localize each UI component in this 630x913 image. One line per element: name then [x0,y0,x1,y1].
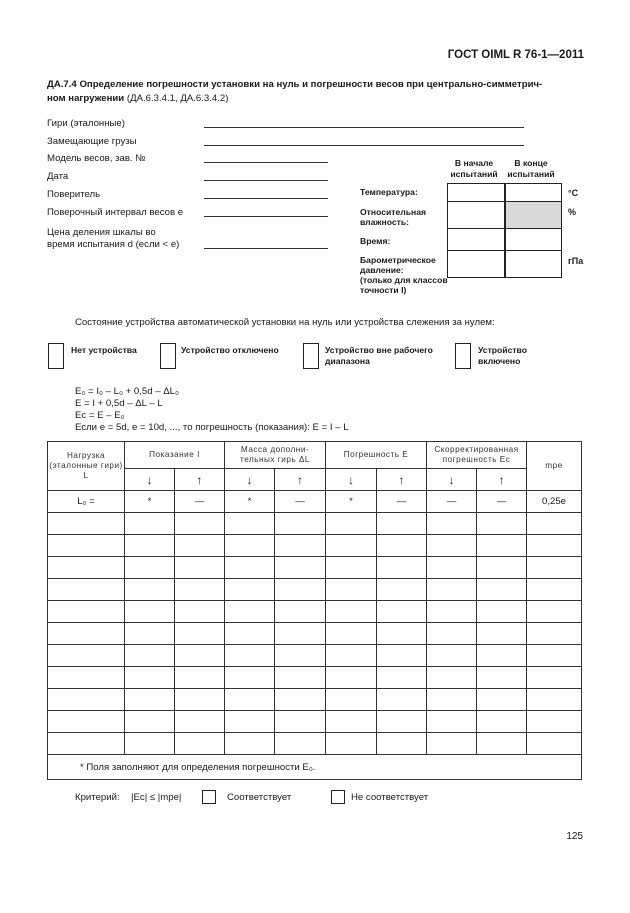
table-cell[interactable] [175,645,225,667]
arrow-down-icon: ↓ [427,469,477,491]
table-cell[interactable] [477,623,527,645]
arrow-up-icon: ↑ [477,469,527,491]
table-cell[interactable] [527,535,582,557]
table-row [48,535,582,557]
table-cell[interactable] [527,579,582,601]
table-cell[interactable] [275,623,326,645]
table-cell[interactable] [377,711,427,733]
table-cell[interactable] [275,601,326,623]
table-cell[interactable] [326,711,377,733]
table-row [48,733,582,755]
table-cell[interactable] [527,733,582,755]
table-cell[interactable] [275,733,326,755]
table-cell[interactable] [225,513,275,535]
table-cell[interactable] [427,535,477,557]
env-label-temperature: Температура: [360,187,418,197]
table-cell[interactable] [175,557,225,579]
table-cell[interactable] [326,579,377,601]
out-of-range-label-2: диапазона [325,356,370,366]
table-row [48,579,582,601]
load-zero-cell: L₀ = [48,491,125,513]
substitute-input-line[interactable] [204,145,524,146]
table-cell[interactable] [225,733,275,755]
table-cell[interactable] [527,557,582,579]
table-row [48,645,582,667]
table-cell[interactable] [48,557,125,579]
table-cell[interactable] [427,513,477,535]
table-cell[interactable] [275,535,326,557]
table-cell[interactable] [225,601,275,623]
table-cell[interactable] [48,667,125,689]
table-cell[interactable] [175,535,225,557]
table-cell[interactable] [125,689,175,711]
table-cell[interactable] [275,711,326,733]
table-cell[interactable] [48,579,125,601]
env-col-end: В конце испытаний [507,158,555,179]
table-footnote: * Поля заполняют для определения погрешности E₀. [48,755,582,780]
not-complies-checkbox[interactable] [331,790,345,804]
formula-condition: Если e = 5d, e = 10d, ..., то погрешность (показания): E = I – L [75,422,349,433]
env-label-time: Время: [360,236,391,246]
device-on-checkbox[interactable] [455,343,471,369]
table-cell[interactable] [225,689,275,711]
col-corrected-header: Скорректированная погрешность Ec [427,442,527,469]
table-cell[interactable] [48,711,125,733]
section-title-line2: ном нагружении [47,93,125,104]
table-cell[interactable] [326,667,377,689]
table-cell[interactable] [477,513,527,535]
model-input-line[interactable] [204,162,328,163]
col-load-header: Нагрузка (эталонные гири) L [48,442,125,491]
table-row [48,557,582,579]
date-input-line[interactable] [204,180,328,181]
table-cell[interactable] [326,645,377,667]
mass-down-zero: * [225,491,275,513]
table-cell[interactable] [477,667,527,689]
complies-checkbox[interactable] [202,790,216,804]
weights-input-line[interactable] [204,127,524,128]
device-on-label-1: Устройство [478,345,527,355]
criterion-expr: |Ec| ≤ |mpe| [131,792,182,803]
no-device-label: Нет устройства [71,345,137,355]
section-refs: (ДА.6.3.4.1, ДА.6.3.4.2) [126,93,229,104]
table-cell[interactable] [225,645,275,667]
no-device-checkbox[interactable] [48,343,64,369]
col-mpe-header: mpe [527,442,582,491]
verifier-input-line[interactable] [204,198,328,199]
table-cell[interactable] [377,733,427,755]
table-cell[interactable] [125,557,175,579]
table-cell[interactable] [125,579,175,601]
field-label-date: Дата [47,171,69,182]
err-down-zero: * [326,491,377,513]
table-cell[interactable] [125,711,175,733]
device-off-checkbox[interactable] [160,343,176,369]
time-start-cell[interactable] [447,228,505,251]
table-cell[interactable] [125,645,175,667]
table-cell[interactable] [427,623,477,645]
table-cell[interactable] [377,623,427,645]
section-number: ДА.7.4 [47,79,77,90]
time-end-cell[interactable] [505,228,562,251]
section-title [47,78,587,106]
table-cell[interactable] [326,601,377,623]
table-cell[interactable] [427,689,477,711]
field-label-division-1: Цена деления шкалы во [47,227,156,238]
table-cell[interactable] [477,689,527,711]
table-cell[interactable] [527,711,582,733]
device-off-label: Устройство отключено [181,345,279,355]
env-col-start: В начале испытаний [450,158,498,179]
table-cell[interactable] [477,733,527,755]
col-mass-header: Масса дополни-тельных гирь ΔL [225,442,326,469]
table-cell[interactable] [48,623,125,645]
arrow-down-icon: ↓ [125,469,175,491]
cor-down-zero: — [427,491,477,513]
table-cell[interactable] [477,645,527,667]
table-cell[interactable] [326,689,377,711]
zero-state-title: Состояние устройства автоматической установки на нуль или устройства слежения за нулем: [75,317,495,328]
humidity-end-cell [505,201,562,229]
cor-up-zero: — [477,491,527,513]
table-cell[interactable] [48,535,125,557]
arrow-down-icon: ↓ [225,469,275,491]
ind-down-zero: * [125,491,175,513]
table-cell[interactable] [48,601,125,623]
device-on-label-2: включено [478,356,521,366]
field-label-division-2: время испытания d (если < e) [47,239,180,250]
table-cell[interactable] [175,513,225,535]
table-cell[interactable] [48,645,125,667]
table-cell[interactable] [427,667,477,689]
table-cell[interactable] [175,623,225,645]
table-cell[interactable] [326,535,377,557]
table-cell[interactable] [175,601,225,623]
table-cell[interactable] [427,711,477,733]
complies-label: Соответствует [227,792,292,803]
table-cell[interactable] [527,601,582,623]
table-row [48,689,582,711]
field-label-model: Модель весов, зав. № [47,153,146,164]
table-cell[interactable] [326,623,377,645]
table-cell[interactable] [377,645,427,667]
table-cell[interactable] [527,689,582,711]
err-up-zero: — [377,491,427,513]
pressure-end-cell[interactable] [505,250,562,278]
table-cell[interactable] [527,645,582,667]
field-label-substitute: Замещающие грузы [47,136,137,147]
table-cell[interactable] [427,557,477,579]
table-cell[interactable] [477,711,527,733]
out-of-range-checkbox[interactable] [303,343,319,369]
table-cell[interactable] [275,689,326,711]
field-label-weights: Гири (эталонные) [47,118,125,129]
table-cell[interactable] [377,557,427,579]
table-cell[interactable] [377,601,427,623]
table-cell[interactable] [175,667,225,689]
table-cell[interactable] [125,623,175,645]
table-cell[interactable] [225,667,275,689]
standard-header: ГОСТ OIML R 76-1—2011 [447,49,584,61]
table-cell[interactable] [225,557,275,579]
out-of-range-label-1: Устройство вне рабочего [325,345,433,355]
table-cell[interactable] [225,535,275,557]
table-cell[interactable] [326,557,377,579]
table-cell[interactable] [225,711,275,733]
table-cell[interactable] [326,513,377,535]
table-row [48,711,582,733]
table-cell[interactable] [225,579,275,601]
humidity-start-cell[interactable] [447,201,505,229]
table-cell[interactable] [527,623,582,645]
field-label-interval: Поверочный интервал весов e [47,207,184,218]
table-cell[interactable] [175,689,225,711]
temp-end-cell[interactable] [505,183,562,202]
formula-e0: E₀ = I₀ – L₀ + 0,5d – ΔL₀ [75,386,179,397]
table-row [48,513,582,535]
table-cell[interactable] [275,579,326,601]
table-cell[interactable] [477,535,527,557]
table-cell[interactable] [477,601,527,623]
interval-input-line[interactable] [204,216,328,217]
table-row-zero [48,491,582,513]
page-number: 125 [566,831,583,842]
env-pressure-note: (только для классов точности I) [360,275,448,295]
table-cell[interactable] [48,733,125,755]
table-cell[interactable] [377,513,427,535]
section-title-line1: Определение погрешности установки на нуль и погрешности весов при центрально-симметрич- [79,79,543,90]
table-cell[interactable] [527,667,582,689]
table-cell[interactable] [175,733,225,755]
env-label-pressure: Барометрическое давление: [360,255,436,275]
arrow-up-icon: ↑ [275,469,326,491]
table-cell[interactable] [527,513,582,535]
criterion-label: Критерий: [75,792,120,803]
table-cell[interactable] [377,579,427,601]
table-cell[interactable] [125,733,175,755]
table-cell[interactable] [477,557,527,579]
unit-celsius: °C [568,188,579,198]
table-row [48,623,582,645]
table-cell[interactable] [48,513,125,535]
pressure-start-cell[interactable] [447,250,505,278]
field-label-verifier: Поверитель [47,189,101,200]
table-cell[interactable] [48,689,125,711]
table-cell[interactable] [275,667,326,689]
table-cell[interactable] [427,733,477,755]
division-input-line[interactable] [204,248,328,249]
unit-percent: % [568,207,577,217]
ind-up-zero: — [175,491,225,513]
table-cell[interactable] [377,535,427,557]
arrow-up-icon: ↑ [377,469,427,491]
table-cell[interactable] [427,645,477,667]
mass-up-zero: — [275,491,326,513]
arrow-up-icon: ↑ [175,469,225,491]
table-cell[interactable] [377,689,427,711]
table-cell[interactable] [477,579,527,601]
col-indication-header: Показание I [125,442,225,469]
table-cell[interactable] [175,711,225,733]
env-label-humidity: Относительная влажность: [360,207,426,227]
arrow-down-icon: ↓ [326,469,377,491]
unit-hpa: гПа [568,256,584,266]
table-cell[interactable] [275,513,326,535]
table-cell[interactable] [125,601,175,623]
table-row [48,667,582,689]
table-cell[interactable] [427,601,477,623]
table-cell[interactable] [125,667,175,689]
temp-start-cell[interactable] [447,183,505,202]
not-complies-label: Не соответствует [351,792,429,803]
table-cell[interactable] [326,733,377,755]
formula-e: E = I + 0,5d – ΔL – L [75,398,163,409]
error-table [47,441,582,780]
table-cell[interactable] [125,535,175,557]
table-cell[interactable] [275,557,326,579]
table-cell[interactable] [125,513,175,535]
table-cell[interactable] [175,579,225,601]
formula-ec: Ec = E – E₀ [75,410,125,421]
table-cell[interactable] [427,579,477,601]
table-cell[interactable] [275,645,326,667]
table-row [48,601,582,623]
mpe-zero: 0,25e [527,491,582,513]
table-cell[interactable] [377,667,427,689]
table-cell[interactable] [225,623,275,645]
col-error-header: Погрешность E [326,442,427,469]
